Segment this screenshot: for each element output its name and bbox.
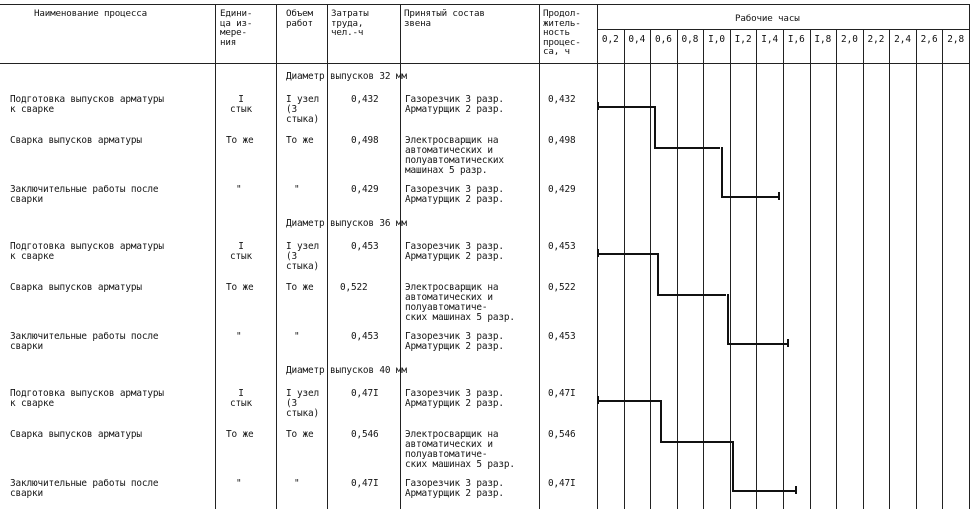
header-bottom-border <box>0 63 970 64</box>
column-border <box>276 4 277 509</box>
process-name: Заключительные работы после сварки <box>10 331 159 352</box>
labor-cell: 0,47I <box>351 478 379 489</box>
volume-cell: " <box>294 331 300 342</box>
section-title: Диаметр выпусков 32 мм <box>286 71 407 82</box>
hours-grid-line <box>730 29 731 509</box>
hours-grid-line <box>650 29 651 509</box>
gantt-bar <box>654 147 720 149</box>
hours-tick-label: 0,2 <box>601 34 619 45</box>
header-duration: Продол- житель- ность процес- са, ч <box>543 8 581 58</box>
unit-cell: То же <box>226 282 254 293</box>
hours-tick-label: I,0 <box>708 34 726 45</box>
labor-cell: 0,453 <box>351 241 379 252</box>
unit-cell: I стык <box>230 94 252 115</box>
gantt-bar <box>660 441 733 443</box>
hours-tick-label: 2,2 <box>867 34 885 45</box>
volume-cell: I узел (3 стыка) <box>286 241 319 272</box>
labor-cell: 0,432 <box>351 94 379 105</box>
section-title: Диаметр выпусков 40 мм <box>286 365 407 376</box>
gantt-connector <box>727 294 729 345</box>
table-top-border <box>0 4 970 5</box>
unit-cell: I стык <box>230 241 252 262</box>
crew-cell: Электросварщик на автоматических и полуавтоматиче- ских машинах 5 разр. <box>405 282 515 323</box>
hours-grid-line <box>836 29 837 509</box>
gantt-bar <box>657 294 726 296</box>
gantt-end-mark <box>778 192 780 200</box>
unit-cell: " <box>236 184 242 195</box>
section-title: Диаметр выпусков 36 мм <box>286 218 407 229</box>
hours-tick-label: I,2 <box>734 34 752 45</box>
hours-tick-label: 0,6 <box>654 34 672 45</box>
duration-cell: 0,546 <box>548 429 576 440</box>
gantt-connector <box>654 106 656 149</box>
duration-cell: 0,453 <box>548 241 576 252</box>
column-border <box>215 4 216 509</box>
unit-cell: То же <box>226 135 254 146</box>
unit-cell: I стык <box>230 388 252 409</box>
hours-grid-line <box>916 29 917 509</box>
gantt-end-mark <box>787 339 789 347</box>
unit-cell: То же <box>226 429 254 440</box>
hours-tick-label: 2,4 <box>894 34 912 45</box>
labor-cell: 0,453 <box>351 331 379 342</box>
labor-cell: 0,429 <box>351 184 379 195</box>
gantt-connector <box>721 147 723 198</box>
process-name: Сварка выпусков арматуры <box>10 135 142 146</box>
hours-tick-label: 0,4 <box>628 34 646 45</box>
hours-tick-label: 2,0 <box>840 34 858 45</box>
process-name: Сварка выпусков арматуры <box>10 429 142 440</box>
hours-grid-line <box>624 29 625 509</box>
gantt-bar <box>727 343 787 345</box>
crew-cell: Газорезчик 3 разр. Арматурщик 2 разр. <box>405 94 504 115</box>
hours-grid-line <box>889 29 890 509</box>
unit-cell: " <box>236 331 242 342</box>
hours-tick-label: 2,8 <box>947 34 965 45</box>
hours-tick-label: 0,8 <box>681 34 699 45</box>
duration-cell: 0,429 <box>548 184 576 195</box>
hours-tick-label: I,4 <box>761 34 779 45</box>
crew-cell: Газорезчик 3 разр. Арматурщик 2 разр. <box>405 241 504 262</box>
header-volume: Объем работ <box>286 8 313 29</box>
crew-cell: Электросварщик на автоматических и полуавтоматиче- ских машинах 5 разр. <box>405 429 515 470</box>
gantt-bar <box>597 253 657 255</box>
labor-cell: 0,522 <box>340 282 368 293</box>
volume-cell: То же <box>286 282 314 293</box>
hours-grid-line <box>783 29 784 509</box>
crew-cell: Электросварщик на автоматических и полуавтоматических машинах 5 разр. <box>405 135 504 176</box>
gantt-connector <box>657 253 659 296</box>
process-name: Заключительные работы после сварки <box>10 184 159 205</box>
crew-cell: Газорезчик 3 разр. Арматурщик 2 разр. <box>405 184 504 205</box>
process-name: Подготовка выпусков арматуры к сварке <box>10 388 164 409</box>
hours-tick-label: 2,6 <box>920 34 938 45</box>
column-border <box>539 4 540 509</box>
duration-cell: 0,522 <box>548 282 576 293</box>
hours-grid-line <box>810 29 811 509</box>
hours-tick-label: I,8 <box>814 34 832 45</box>
gantt-start-mark <box>597 249 599 257</box>
labor-cell: 0,546 <box>351 429 379 440</box>
process-name: Подготовка выпусков арматуры к сварке <box>10 94 164 115</box>
volume-cell: " <box>294 184 300 195</box>
gantt-connector <box>660 400 662 443</box>
hours-grid-line <box>863 29 864 509</box>
volume-cell: " <box>294 478 300 489</box>
gantt-bar <box>597 400 660 402</box>
header-working-hours: Рабочие часы <box>735 13 800 24</box>
hours-grid-line <box>677 29 678 509</box>
labor-cell: 0,47I <box>351 388 379 399</box>
gantt-bar <box>721 196 778 198</box>
hours-grid-line <box>942 29 943 509</box>
header-labor: Затраты труда, чел.-ч <box>331 8 369 39</box>
process-name: Подготовка выпусков арматуры к сварке <box>10 241 164 262</box>
gantt-start-mark <box>597 396 599 404</box>
gantt-bar <box>732 490 795 492</box>
header-unit: Едини- ца из- мере- ния <box>220 8 253 48</box>
gantt-start-mark <box>597 102 599 110</box>
volume-cell: То же <box>286 429 314 440</box>
duration-cell: 0,47I <box>548 388 576 399</box>
hours-tick-label: I,6 <box>787 34 805 45</box>
duration-cell: 0,498 <box>548 135 576 146</box>
duration-cell: 0,47I <box>548 478 576 489</box>
hours-grid-line <box>756 29 757 509</box>
gantt-connector <box>732 441 734 492</box>
process-name: Сварка выпусков арматуры <box>10 282 142 293</box>
crew-cell: Газорезчик 3 разр. Арматурщик 2 разр. <box>405 478 504 499</box>
process-name: Заключительные работы после сварки <box>10 478 159 499</box>
header-process: Наименование процесса <box>34 8 148 19</box>
labor-cell: 0,498 <box>351 135 379 146</box>
volume-cell: I узел (3 стыка) <box>286 388 319 419</box>
hours-grid-line <box>703 29 704 509</box>
volume-cell: I узел (3 стыка) <box>286 94 319 125</box>
duration-cell: 0,453 <box>548 331 576 342</box>
gantt-end-mark <box>795 486 797 494</box>
duration-cell: 0,432 <box>548 94 576 105</box>
volume-cell: То же <box>286 135 314 146</box>
crew-cell: Газорезчик 3 разр. Арматурщик 2 разр. <box>405 331 504 352</box>
crew-cell: Газорезчик 3 разр. Арматурщик 2 разр. <box>405 388 504 409</box>
header-crew: Принятый состав звена <box>404 8 485 29</box>
unit-cell: " <box>236 478 242 489</box>
gantt-bar <box>597 106 654 108</box>
